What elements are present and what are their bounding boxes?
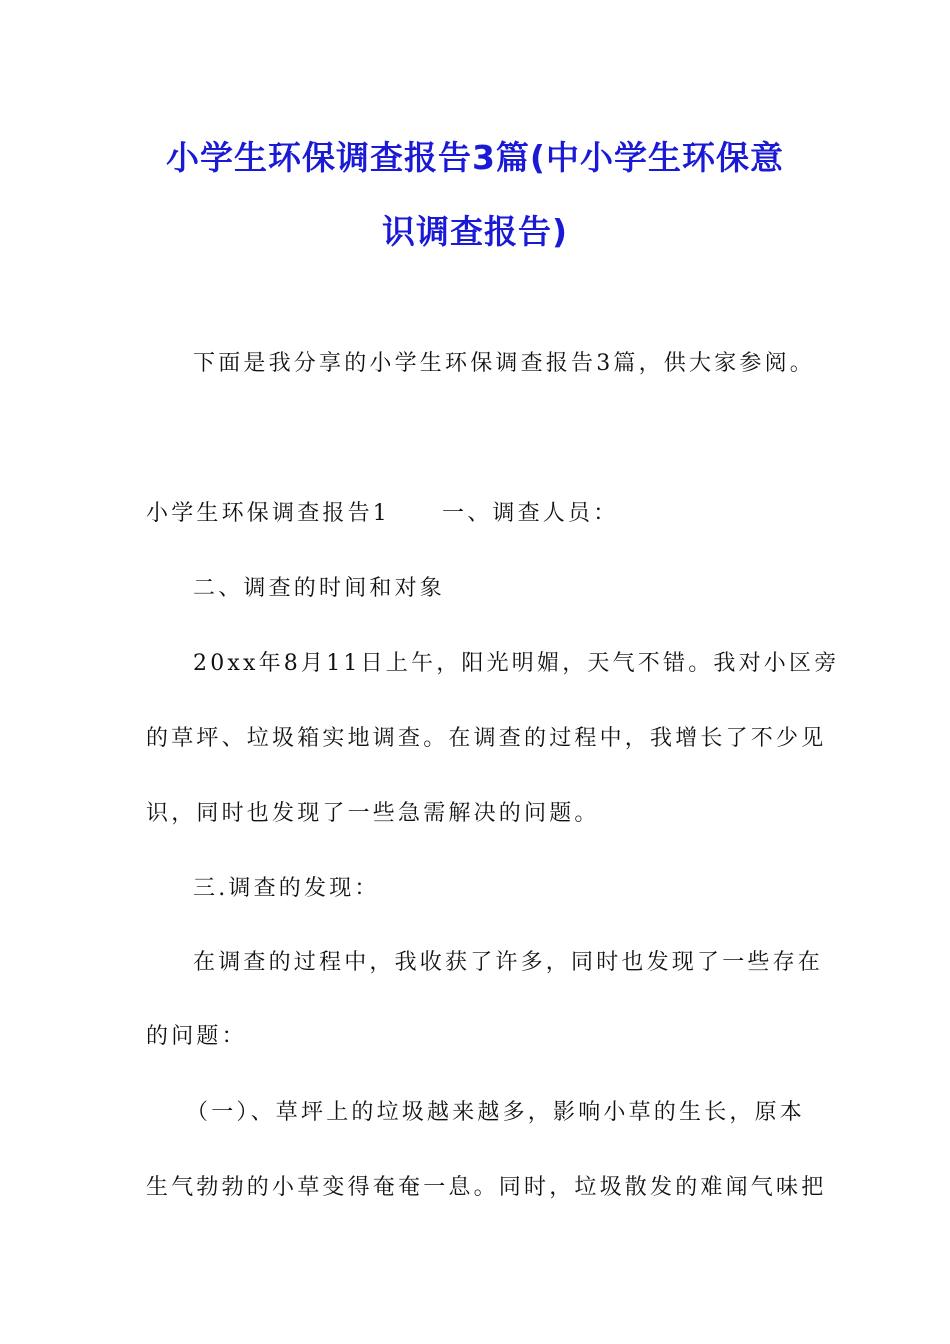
paragraph-1-line-1: 20xx年8月11日上午，阳光明媚，天气不错。我对小区旁	[193, 651, 840, 676]
paragraph-3-line-1: （一）、草坪上的垃圾越来越多，影响小草的生长，原本	[186, 1100, 806, 1125]
section-3-heading: 三.调查的发现：	[193, 876, 380, 901]
report-1-label: 小学生环保调查报告1	[146, 501, 390, 526]
section-2-heading: 二、调查的时间和对象	[193, 576, 446, 601]
paragraph-2-line-1: 在调查的过程中，我收获了许多，同时也发现了一些存在	[193, 950, 824, 975]
report-heading-row	[146, 496, 806, 527]
paragraph-1-line-3: 识，同时也发现了一些急需解决的问题。	[146, 801, 600, 826]
paragraph-2-line-2: 的问题：	[146, 1024, 247, 1049]
paragraph-3-line-2: 生气勃勃的小草变得奄奄一息。同时，垃圾散发的难闻气味把	[146, 1175, 827, 1200]
section-1-heading: 一、调查人员：	[442, 501, 619, 526]
intro-paragraph: 下面是我分享的小学生环保调查报告3篇，供大家参阅。	[193, 351, 815, 376]
document-title-line-2: 识调查报告)	[381, 212, 569, 251]
paragraph-1-line-2: 的草坪、垃圾箱实地调查。在调查的过程中，我增长了不少见	[146, 726, 827, 751]
document-title-line-1: 小学生环保调查报告3篇(中小学生环保意	[165, 138, 785, 177]
